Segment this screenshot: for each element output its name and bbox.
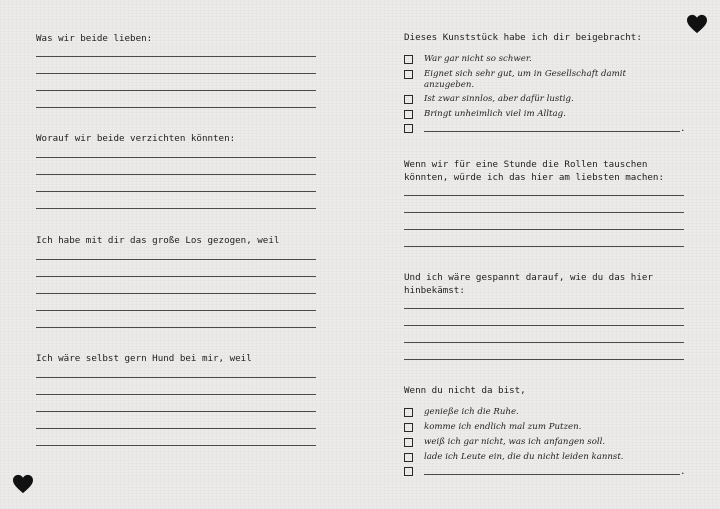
line-end-period: . [680,123,686,134]
question-gespannt: Und ich wäre gespannt darauf, wie du das hier hinbekämst: [404,272,653,296]
answer-line[interactable] [36,90,316,91]
answer-line[interactable] [36,445,316,446]
answer-line[interactable] [36,174,316,175]
checkbox[interactable] [404,438,413,447]
checkbox[interactable] [404,423,413,432]
option-text: lade ich Leute ein, die du nicht leiden kannst. [424,452,624,462]
custom-answer-line[interactable] [424,131,680,132]
answer-line[interactable] [404,359,684,360]
answer-line[interactable] [404,229,684,230]
answer-line[interactable] [36,73,316,74]
option-text: Ist zwar sinnlos, aber dafür lustig. [424,94,574,104]
question-hund: Ich wäre selbst gern Hund bei mir, weil [36,353,252,364]
question-kunststueck: Dieses Kunststück habe ich dir beigebracht: [404,32,642,43]
checkbox[interactable] [404,70,413,79]
checkbox[interactable] [404,55,413,64]
answer-line[interactable] [404,308,684,309]
question-verzichten: Worauf wir beide verzichten könnten: [36,133,236,144]
checkbox[interactable] [404,95,413,104]
heart-icon [686,14,708,34]
option-text: komme ich endlich mal zum Putzen. [424,422,582,432]
answer-line[interactable] [36,394,316,395]
answer-line[interactable] [36,377,316,378]
option-text: War gar nicht so schwer. [424,54,532,64]
answer-line[interactable] [36,428,316,429]
question-grosse-los: Ich habe mit dir das große Los gezogen, weil [36,235,280,246]
answer-line[interactable] [36,107,316,108]
checkbox[interactable] [404,467,413,476]
checkbox[interactable] [404,453,413,462]
question-rollen-tauschen: Wenn wir für eine Stunde die Rollen tauschen könnten, würde ich das hier am liebsten machen: [404,159,664,183]
answer-line[interactable] [404,212,684,213]
question-nicht-da: Wenn du nicht da bist, [404,385,526,396]
line-end-period: . [680,466,686,477]
option-text: Eignet sich sehr gut, um in Gesellschaft damit anzugeben. [424,69,626,90]
answer-line[interactable] [36,56,316,57]
question-was-wir-lieben: Was wir beide lieben: [36,33,153,44]
answer-line[interactable] [404,342,684,343]
option-text: Bringt unheimlich viel im Alltag. [424,109,566,119]
answer-line[interactable] [36,327,316,328]
answer-line[interactable] [36,157,316,158]
option-text: genieße ich die Ruhe. [424,407,519,417]
heart-icon [12,474,34,494]
answer-line[interactable] [36,208,316,209]
answer-line[interactable] [404,325,684,326]
option-text: weiß ich gar nicht, was ich anfangen soll. [424,437,606,447]
answer-line[interactable] [36,293,316,294]
checkbox[interactable] [404,408,413,417]
answer-line[interactable] [36,411,316,412]
checkbox[interactable] [404,124,413,133]
answer-line[interactable] [36,276,316,277]
custom-answer-line[interactable] [424,474,680,475]
answer-line[interactable] [36,191,316,192]
answer-line[interactable] [404,246,684,247]
answer-line[interactable] [36,259,316,260]
checkbox[interactable] [404,110,413,119]
answer-line[interactable] [36,310,316,311]
answer-line[interactable] [404,195,684,196]
